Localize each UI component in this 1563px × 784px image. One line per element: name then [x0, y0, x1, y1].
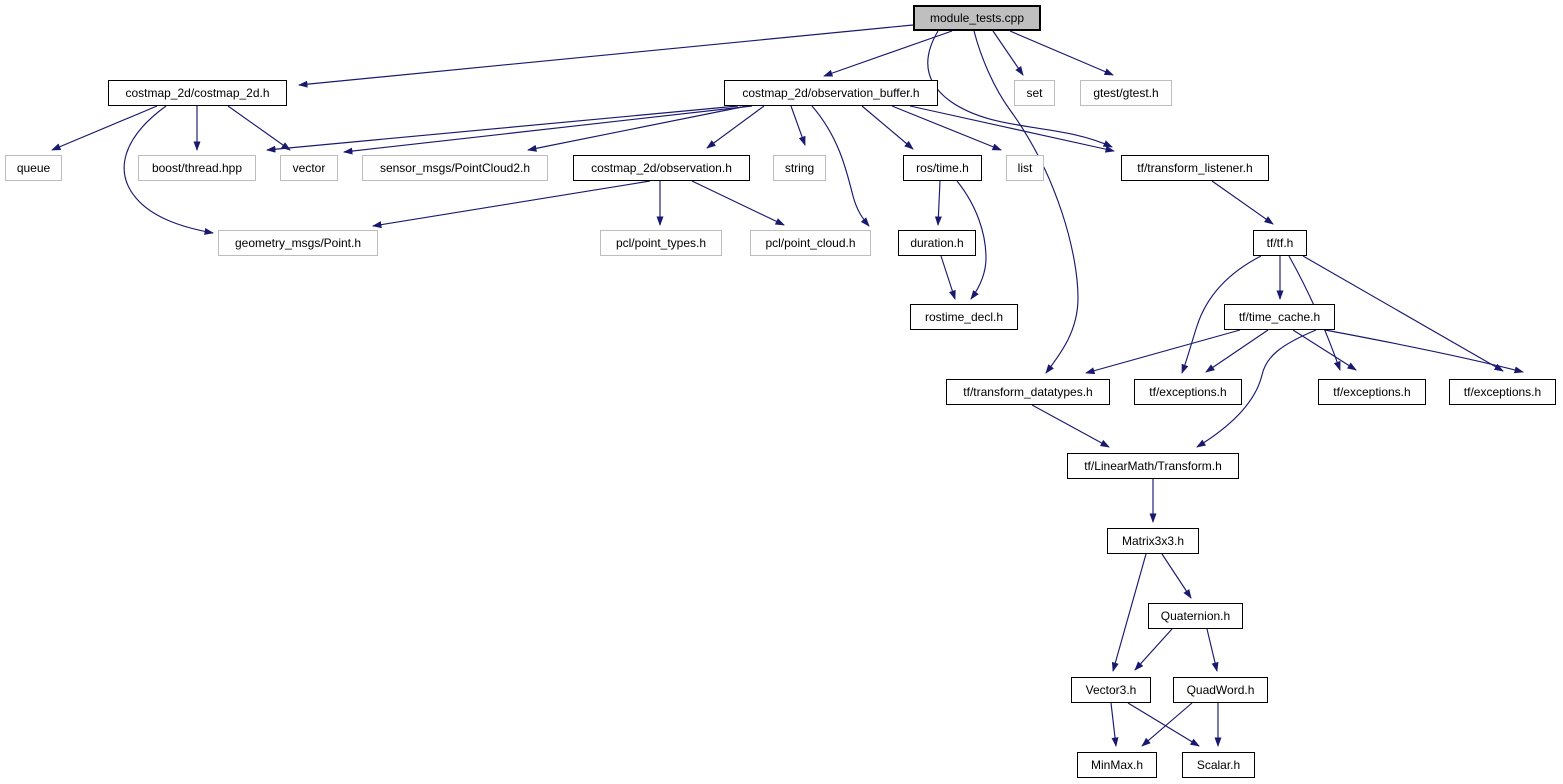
- node-exceptions-h-1[interactable]: tf/exceptions.h: [1134, 379, 1242, 405]
- edge-vector3-minmax: [1111, 703, 1116, 746]
- edge-observation_buffer-boost_thread: [267, 106, 738, 150]
- edge-observation_buffer-string: [791, 106, 805, 145]
- edge-ros_time-duration: [938, 181, 940, 225]
- edge-quaternion-vector3: [1135, 629, 1172, 670]
- node-quaternion-h[interactable]: Quaternion.h: [1148, 603, 1243, 629]
- node-vector3-h[interactable]: Vector3.h: [1071, 677, 1151, 703]
- edge-duration-rostime_decl: [941, 256, 955, 299]
- edge-matrix3x3-quaternion: [1162, 554, 1191, 598]
- edge-module_tests-set: [993, 31, 1023, 75]
- node-exceptions-h-3[interactable]: tf/exceptions.h: [1449, 379, 1556, 405]
- node-tf-tf-h[interactable]: tf/tf.h: [1253, 230, 1307, 256]
- edge-module_tests-observation_buffer: [824, 31, 952, 76]
- edge-vector3-scalar: [1128, 703, 1199, 746]
- node-transform-listener-h[interactable]: tf/transform_listener.h: [1121, 155, 1269, 181]
- node-pcl-point-cloud-h: pcl/point_cloud.h: [750, 230, 871, 256]
- edge-observation_buffer-vector: [344, 106, 752, 152]
- node-matrix3x3-h[interactable]: Matrix3x3.h: [1107, 528, 1199, 554]
- edge-quaternion-quadword: [1207, 629, 1217, 671]
- edge-observation-geometry_point: [373, 181, 650, 226]
- node-geometry-point-h: geometry_msgs/Point.h: [218, 230, 378, 256]
- node-observation-h[interactable]: costmap_2d/observation.h: [573, 155, 750, 181]
- edge-quadword-minmax: [1142, 703, 1192, 746]
- edge-observation_buffer-list: [892, 106, 1001, 150]
- node-linearmath-transform-h[interactable]: tf/LinearMath/Transform.h: [1067, 453, 1239, 479]
- node-vector: vector: [280, 155, 338, 181]
- node-exceptions-h-2[interactable]: tf/exceptions.h: [1318, 379, 1426, 405]
- node-gtest-h: gtest/gtest.h: [1080, 80, 1172, 106]
- node-module-tests[interactable]: module_tests.cpp: [913, 5, 1041, 31]
- node-set: set: [1014, 80, 1055, 106]
- node-minmax-h[interactable]: MinMax.h: [1077, 752, 1157, 778]
- edge-module_tests-gtest: [1010, 31, 1113, 75]
- edge-observation_buffer-ros_time: [862, 106, 913, 149]
- edge-transform_listener-tf_tf: [1212, 181, 1273, 224]
- node-costmap-2d-h[interactable]: costmap_2d/costmap_2d.h: [108, 80, 287, 106]
- node-boost-thread-hpp: boost/thread.hpp: [138, 155, 256, 181]
- node-sensor-pointcloud2-h: sensor_msgs/PointCloud2.h: [362, 155, 548, 181]
- edge-matrix3x3-vector3: [1113, 554, 1146, 671]
- node-scalar-h[interactable]: Scalar.h: [1182, 752, 1255, 778]
- edge-time_cache-transform_datatypes: [1086, 330, 1240, 373]
- node-list: list: [1006, 155, 1044, 181]
- edge-observation-pcl_point_cloud: [692, 181, 784, 225]
- node-ros-time-h[interactable]: ros/time.h: [903, 155, 982, 181]
- edge-transform_datatypes-linearmath_transform: [1032, 405, 1109, 447]
- node-time-cache-h[interactable]: tf/time_cache.h: [1224, 304, 1335, 330]
- node-quadword-h[interactable]: QuadWord.h: [1173, 677, 1268, 703]
- node-string: string: [773, 155, 826, 181]
- edge-module_tests-costmap_2d: [299, 25, 913, 85]
- node-pcl-point-types-h: pcl/point_types.h: [600, 230, 722, 256]
- node-queue: queue: [5, 155, 62, 181]
- node-duration-h[interactable]: duration.h: [898, 230, 976, 256]
- node-observation-buffer-h[interactable]: costmap_2d/observation_buffer.h: [724, 80, 938, 106]
- node-rostime-decl-h[interactable]: rostime_decl.h: [910, 304, 1018, 330]
- node-transform-datatypes-h[interactable]: tf/transform_datatypes.h: [946, 379, 1110, 405]
- edge-costmap_2d-vector: [228, 106, 290, 150]
